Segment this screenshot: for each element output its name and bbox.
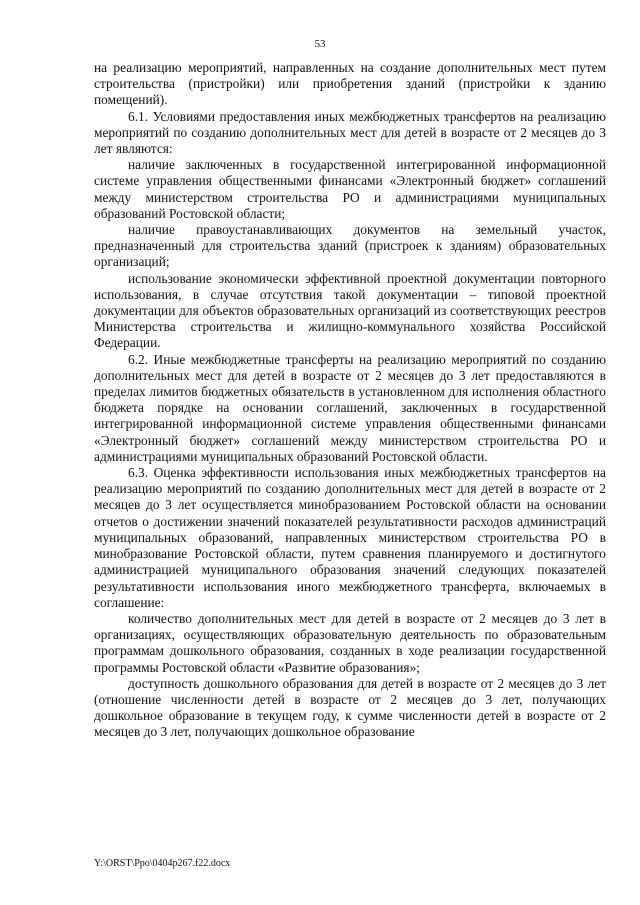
paragraph-6-1: 6.1. Условиями предоставления иных межбюджетных трансфертов на реализацию мероприятий по созданию дополнительных мест для детей в возрасте от 2 месяцев до 3 лет являются: <box>94 108 606 157</box>
paragraph-6-1-condition-project-docs: использование экономически эффективной проектной документации повторного использования, в случае отсутствия такой документации – типовой проектной документации для объектов образовательных организаций из соответствующих реестров Министерства строительства и жилищно-коммунального хозяйства Российской Федерации. <box>94 270 606 351</box>
page-number: 53 <box>314 38 326 50</box>
paragraph-6-3-indicator-availability: доступность дошкольного образования для детей в возрасте от 2 месяцев до 3 лет (отношение численности детей в возрасте от 2 месяцев до 3 лет, получающих дошкольное образование в текущем году, к сумме численности детей в возрасте от 2 месяцев до 3 лет, получающих дошкольное образование <box>94 675 606 740</box>
footer-file-path: Y:\ORST\Ppo\0404p267.f22.docx <box>94 858 231 869</box>
paragraph-6-2: 6.2. Иные межбюджетные трансферты на реализацию мероприятий по созданию дополнительных мест для детей в возрасте от 2 месяцев до 3 лет предоставляются в пределах лимитов бюджетных обязательств в установленном для исполнения областного бюджета порядке на основании соглашений, заключенных в государственной интегрированной информационной системе управления общественными финансами «Электронный бюджет» соглашений между министерством строительства РО и администрациями муниципальных образований Ростовской области. <box>94 351 606 464</box>
paragraph-6-1-condition-land-documents: наличие правоустанавливающих документов на земельный участок, предназначенный для строительства зданий (пристроек к зданиям) образовательных организаций; <box>94 222 606 270</box>
document-body <box>94 60 606 741</box>
paragraph-6-1-condition-agreements: наличие заключенных в государственной интегрированной информационной системе управления общественными финансами «Электронный бюджет» соглашений между министерством строительства РО и администрациями муниципальных образований Ростовской области; <box>94 157 606 221</box>
paragraph-intro-continuation: на реализацию мероприятий, направленных на создание дополнительных мест путем строительства (пристройки) или приобретения зданий (пристройки к зданию помещений). <box>94 60 606 108</box>
paragraph-6-3: 6.3. Оценка эффективности использования иных межбюджетных трансфертов на реализацию мероприятий по созданию дополнительных мест для детей в возрасте от 2 месяцев до 3 лет осуществляется минобразованием Ростовской области на основании отчетов о достижении значений показателей результативности расходов администраций муниципальных образований, направленных министерством строительства РО в минобразование Ростовской области, путем сравнения планируемого и достигнутого администрацией муниципального образования значений следующих показателей результативности использования иного межбюджетного трансферта, включаемых в соглашение: <box>94 465 606 610</box>
paragraph-6-3-indicator-places: количество дополнительных мест для детей в возрасте от 2 месяцев до 3 лет в организациях, осуществляющих образовательную деятельность по образовательным программам дошкольного образования, созданных в ходе реализации государственной программы Ростовской области «Развитие образования»; <box>94 610 606 675</box>
